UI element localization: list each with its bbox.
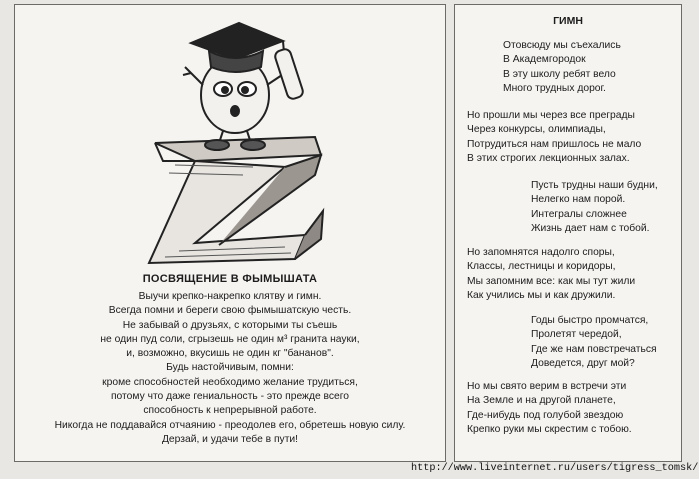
stanza-line: Мы запомним все: как мы тут жили: [467, 275, 636, 287]
stanza-line: Много трудных дорог.: [503, 83, 606, 95]
stanza-line: Через конкурсы, олимпиады,: [467, 124, 606, 136]
text-line: кроме способностей необходимо желание трудиться,: [102, 376, 358, 388]
stanza-line: Потрудиться нам пришлось не мало: [467, 138, 642, 150]
text-line: Будь настойчивым, помни:: [166, 362, 294, 374]
stanza-line: Крепко руки мы скрестим с тобою.: [467, 424, 632, 436]
text-line: Не забывай о друзьях, с которыми ты съешь: [122, 319, 338, 331]
text-line: Дерзай, и удачи тебе в пути!: [161, 433, 299, 445]
stanza-line: Пролетят чередой,: [531, 329, 622, 341]
stanza-line: В Академгородок: [503, 54, 586, 66]
stanza-line: Где же нам повстречаться: [531, 343, 657, 355]
stanza-line: Годы быстро промчатся,: [531, 315, 649, 326]
anthem-stanza: [467, 109, 641, 167]
mascot-figure: [183, 23, 304, 150]
anthem-stanza: [531, 314, 657, 372]
letter-z-emblem: [149, 137, 323, 263]
watermark-url: http://www.liveinternet.ru/users/tigress_tomsk/: [411, 463, 699, 474]
stanza-line: В эту школу ребят вело: [503, 68, 616, 80]
stanza-line: Нелегко нам порой.: [531, 194, 626, 206]
stanza-line: Интегралы сложнее: [531, 208, 627, 220]
anthem-stanza: [467, 246, 635, 304]
mascot-illustration: [135, 15, 335, 265]
text-line: способность к непрерывной работе.: [143, 405, 317, 417]
stanza-line: Доведется, друг мой?: [531, 358, 635, 370]
stanza-line: Жизнь дает нам с тобой.: [531, 223, 650, 235]
stanza-line: Классы, лестницы и коридоры,: [467, 261, 616, 273]
stanza-line: Пусть трудны наши будни,: [531, 180, 658, 191]
stanza-line: Где-нибудь под голубой звездою: [467, 409, 624, 421]
stanza-line: Но мы свято верим в встречи эти: [467, 381, 627, 392]
anthem-stanza: [467, 380, 632, 438]
dedication-panel: [14, 4, 446, 462]
stanza-line: Но прошли мы через все преграды: [467, 110, 635, 121]
text-line: не один пуд соли, сгрызешь не один м³ гранита науки,: [100, 333, 360, 345]
text-line: потому что даже гениальность - это прежде всего: [110, 391, 350, 403]
stanza-line: Как учились мы и как дружили.: [467, 290, 616, 302]
anthem-panel: [454, 4, 682, 462]
stanza-line: Отовсюду мы съехались: [503, 40, 621, 51]
text-line: Никогда не поддавайся отчаянию - преодолев его, обретешь новую силу.: [54, 419, 406, 431]
anthem-title: ГИМН: [553, 15, 583, 27]
text-line: Выучи крепко-накрепко клятву и гимн.: [138, 291, 322, 302]
stanza-line: В этих строгих лекционных залах.: [467, 153, 630, 165]
stanza-line: Но запомнятся надолго споры,: [467, 247, 615, 258]
dedication-title: ПОСВЯЩЕНИЕ В ФЫМЫШАТА: [142, 273, 318, 285]
anthem-stanza: [531, 179, 658, 237]
text-line: и, возможно, вкусишь не один кг "бананов".: [126, 348, 334, 360]
anthem-stanza: [503, 39, 621, 97]
stanza-line: На Земле и на другой планете,: [467, 395, 616, 407]
dedication-text: [15, 290, 445, 447]
text-line: Всегда помни и береги свою фымышатскую честь.: [108, 305, 352, 317]
